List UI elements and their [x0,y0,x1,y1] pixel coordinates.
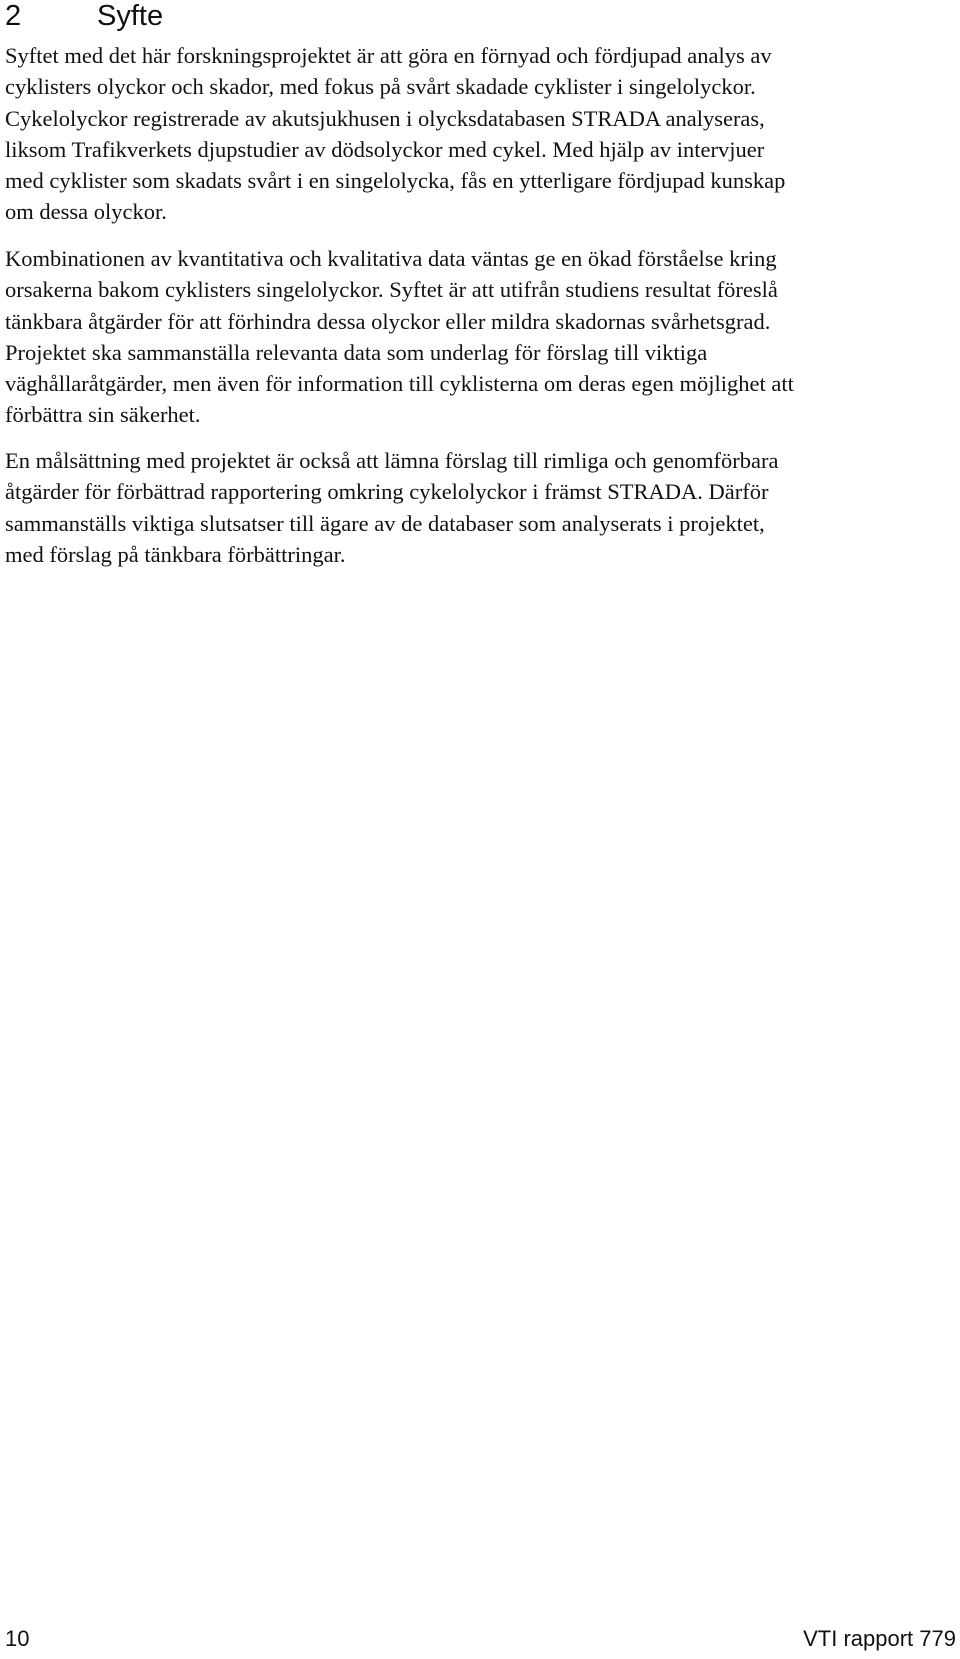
paragraph-goal [5,445,945,570]
paragraph-line: cyklisters olyckor och skador, med fokus på svårt skadade cyklister i singelolyckor. [5,74,756,100]
section-number: 2 [5,0,22,32]
section-title: Syfte [97,0,164,32]
paragraph-line: Kombinationen av kvantitativa och kvalitativa data väntas ge en ökad förståelse kring [5,246,777,271]
paragraph-line: tänkbara åtgärder för att förhindra dessa olyckor eller mildra skadornas svårhetsgrad. [5,308,771,334]
paragraph-line: väghållaråtgärder, men även för information till cyklisterna om deras egen möjlighet att [5,371,794,397]
paragraph-line: om dessa olyckor. [5,199,167,225]
paragraph-line: sammanställs viktiga slutsatser till ägare av de databaser som analyserats i projektet, [5,510,765,536]
report-name: VTI rapport 779 [803,1626,956,1651]
paragraph-line: liksom Trafikverkets djupstudier av dödsolyckor med cykel. Med hjälp av intervjuer [5,136,765,162]
section-heading [5,0,163,32]
paragraph-line: med förslag på tänkbara förbättringar. [5,541,346,567]
paragraph-line: förbättra sin säkerhet. [5,402,201,428]
paragraph-line: orsakerna bakom cyklisters singelolyckor. Syftet är att utifrån studiens resultat föreslå [5,277,778,303]
paragraph-line: med cyklister som skadats svårt i en singelolycka, fås en ytterligare fördjupad kunskap [5,168,786,194]
paragraph-combination [5,243,945,431]
paragraph-line: En målsättning med projektet är också att lämna förslag till rimliga och genomförbara [5,448,779,473]
paragraph-line: Projektet ska sammanställa relevanta data som underlag för förslag till viktiga [5,339,708,365]
paragraph-line: åtgärder för förbättrad rapportering omkring cykelolyckor i främst STRADA. Därför [5,479,769,505]
paragraph-line: Syftet med det här forskningsprojektet är att göra en förnyad och fördjupad analys av [5,43,772,68]
page-number: 10 [5,1626,30,1651]
paragraph-line: Cykelolyckor registrerade av akutsjukhusen i olycksdatabasen STRADA analyseras, [5,105,765,131]
paragraph-purpose [5,40,945,228]
